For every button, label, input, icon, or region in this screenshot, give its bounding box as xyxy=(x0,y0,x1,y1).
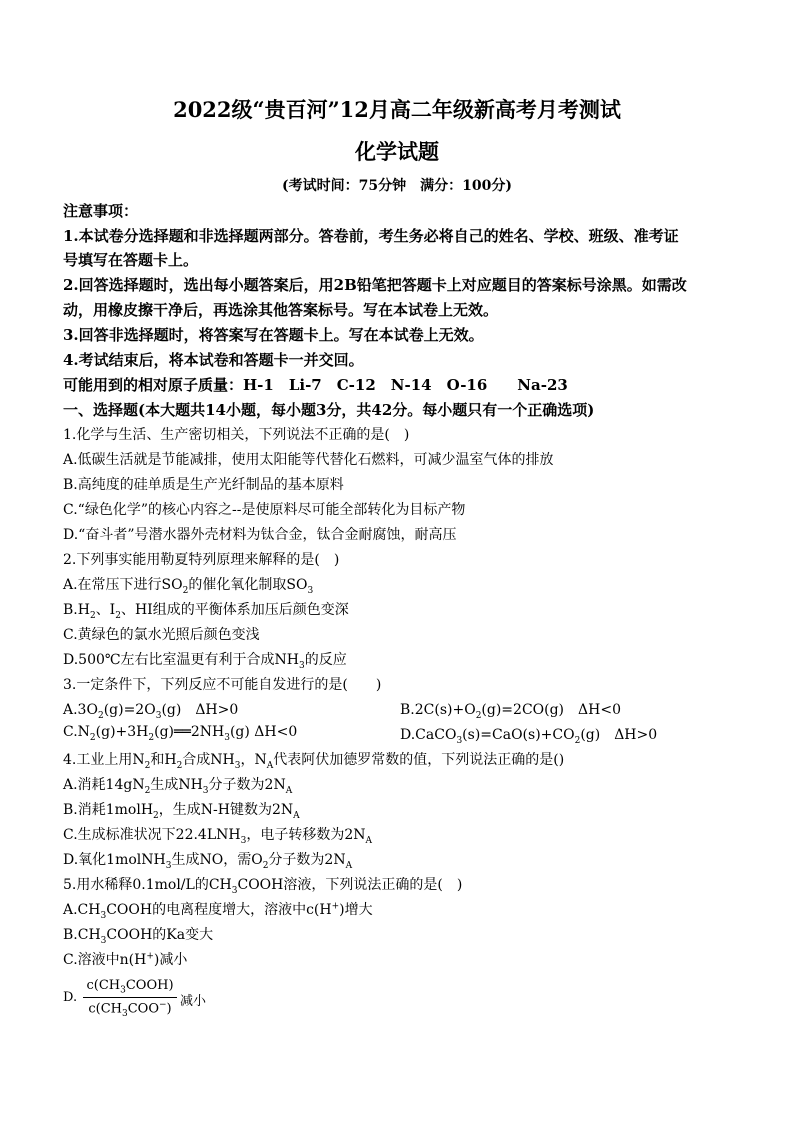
q4-option-b: B.消耗1molH$_2$，生成N-H键数为$2N_A$ xyxy=(63,802,300,821)
subject-title: 化学试题 xyxy=(355,139,439,164)
note-item-4: 4.考试结束后，将本试卷和答题卡一并交回。 xyxy=(63,351,364,369)
section-heading: 一、选择题(本大题共14小题，每小题3分，共42分。每小题只有一个正确选项) xyxy=(63,401,595,419)
q5-option-d-tail: 减小 xyxy=(180,994,207,1009)
q5-option-b: $B.CH_3COOH$的Ka变大 xyxy=(63,927,214,946)
q5-option-d-label: D. xyxy=(63,990,78,1005)
q4-option-d: D.氧化1molNH$_3$生成NO，需$O_2$分子数为$2N_A$ xyxy=(63,852,353,871)
q3-stem: 3.一定条件下，下列反应不可能自发进行的是( ) xyxy=(63,677,382,693)
q4-option-c: C.生成标准状况下$22.4LNH_3$，电子转移数为$2N_A$ xyxy=(63,827,372,846)
note-item-3: 3.回答非选择题时，将答案写在答题卡上。写在本试卷上无效。 xyxy=(63,326,484,344)
q3-option-c: $C.N_2(g)+3H_2(g)══2NH_3(g)$ ΔH<0 xyxy=(63,724,298,743)
q1-option-a: A.低碳生活就是节能减排，使用太阳能等代替化石燃料，可减少温室气体的排放 xyxy=(63,452,554,468)
atomic-masses: 可能用到的相对原子质量：H-1 Li-7 C-12 N-14 O-16 Na-23 xyxy=(63,376,568,394)
q3-options-row2 xyxy=(63,724,733,746)
q2-option-b: $B.H_2$、$I_2$、HI组成的平衡体系加压后颜色变深 xyxy=(63,602,349,621)
q1-option-c: C.“绿色化学”的核心内容之--是使原料尽可能全部转化为目标产物 xyxy=(63,502,466,518)
q5-option-a: $A.CH_3COOH$的电离程度增大，溶液中c(H+)增大 xyxy=(63,901,373,921)
q2-option-d: D.500℃左右比室温更有利于合成$NH_3$的反应 xyxy=(63,652,347,671)
q3-option-d: $D.CaCO_3(s)=CaO(s)+CO_2(g)$ ΔH>0 xyxy=(400,727,658,746)
q2-option-c: C.黄绿色的氯水光照后颜色变浅 xyxy=(63,627,260,643)
exam-title: 2022级“贵百河”12月高二年级新高考月考测试 xyxy=(173,97,621,122)
fraction-denominator: $c(CH_3COO^-)$ xyxy=(88,1000,172,1019)
note-item-1b: 号填写在答题卡上。 xyxy=(63,251,199,269)
q3-option-b: $B.2C(s)+O_2(g)=2CO(g)$ ΔH<0 xyxy=(400,702,621,721)
q4-stem: 4.工业上用$N_2$和$H_2$合成$NH_3$，$N_A$代表阿伏加德罗常数的值，下列说法正确的是() xyxy=(63,752,565,771)
exam-info: (考试时间：75分钟 满分：100分) xyxy=(282,178,512,194)
fraction-bar xyxy=(83,997,177,998)
note-item-2a: 2.回答选择题时，选出每小题答案后，用2B铅笔把答题卡上对应题目的答案标号涂黑。如需改 xyxy=(63,276,687,294)
notes-heading: 注意事项： xyxy=(63,202,139,220)
note-item-1a: 1.本试卷分选择题和非选择题两部分。答卷前，考生务必将自己的姓名、学校、班级、准考证 xyxy=(63,227,679,245)
q2-stem: 2.下列事实能用勒夏特列原理来解释的是( ) xyxy=(63,552,340,568)
q1-stem: 1.化学与生活、生产密切相关，下列说法不正确的是( ) xyxy=(63,427,410,443)
q4-option-a: A.消耗$14gN_2$生成$NH_3$分子数为$2N_A$ xyxy=(63,777,293,796)
q5-option-c: C.溶液中n(H+)减小 xyxy=(63,951,188,968)
fraction-numerator: $c(CH_3COOH)$ xyxy=(86,978,174,996)
q1-option-b: B.高纯度的硅单质是生产光纤制品的基本原料 xyxy=(63,477,344,493)
q5-stem: 5.用水稀释0.1mol/L的$CH_3COOH$溶液，下列说法正确的是( ) xyxy=(63,877,463,896)
q3-option-a: $A.3O_2(g)=2O_3(g)$ ΔH>0 xyxy=(63,702,239,721)
q2-option-a: A.在常压下进行$SO_2$的催化氧化制取$SO_3$ xyxy=(63,577,314,596)
note-item-2b: 动，用橡皮擦干净后，再选涂其他答案标号。写在本试卷上无效。 xyxy=(63,301,499,319)
q3-options-row1 xyxy=(63,699,733,721)
q1-option-d: D.“奋斗者”号潜水器外壳材料为钛合金，钛合金耐腐蚀，耐高压 xyxy=(63,527,457,543)
